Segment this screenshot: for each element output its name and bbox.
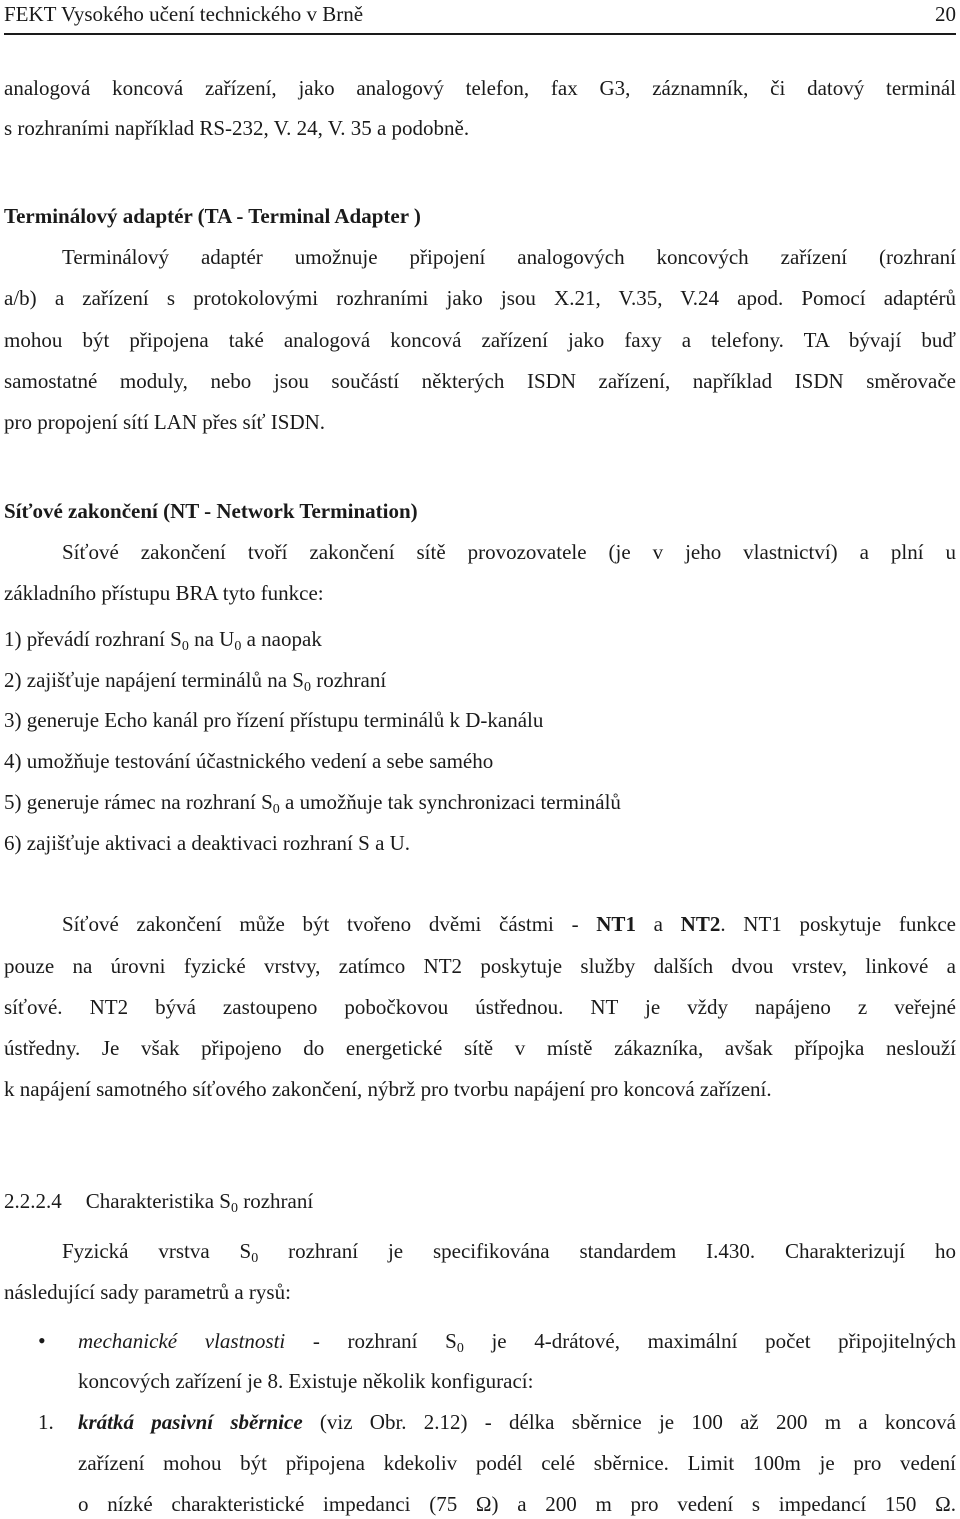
nt-function-6: 6) zajišťuje aktivaci a deaktivaci rozhraní S a U. bbox=[4, 831, 411, 855]
nt-function-1: 1) převádí rozhraní $S_0$ na $U_0$ a naopak bbox=[4, 627, 322, 654]
intro-line-2: s rozhraními například RS-232, V. 24, V. 35 a podobně. bbox=[4, 116, 470, 140]
nt-function-2: 2) zajišťuje napájení terminálů na $S_0$ rozhraní bbox=[4, 668, 387, 695]
ta-line-3: mohou být připojena také analogová koncová zařízení jako faxy a telefony. TA bývají buď bbox=[4, 328, 956, 352]
nt2-line-3: síťové. NT2 bývá zastoupeno pobočkovou ústřednou. NT je vždy napájeno z veřejné bbox=[4, 995, 956, 1019]
nt2-line-1: Síťové zakončení může být tvořeno dvěmi částmi - NT1 a NT2. NT1 poskytuje funkce bbox=[62, 912, 956, 936]
section-number: 2.2.2.4 bbox=[4, 1189, 62, 1213]
ta-line-1: Terminálový adaptér umožnuje připojení analogových koncových zařízení (rozhraní bbox=[62, 245, 956, 269]
list-item-line-1: krátká pasivní sběrnice (viz Obr. 2.12) - délka sběrnice je 100 až 200 m a koncová bbox=[78, 1410, 957, 1434]
intro-line-1: analogová koncová zařízení, jako analogový telefon, fax G3, záznamník, či datový terminál bbox=[4, 76, 956, 100]
nt-function-4: 4) umožňuje testování účastnického vedení a sebe samého bbox=[4, 749, 494, 773]
header-rule bbox=[4, 33, 956, 35]
section-line-2: následující sady parametrů a rysů: bbox=[4, 1280, 291, 1304]
ta-line-2: a/b) a zařízení s protokolovými rozhraními jako jsou X.21, V.35, V.24 apod. Pomocí adaptérů bbox=[4, 286, 956, 310]
list-number: 1. bbox=[38, 1410, 54, 1434]
nt2-line-4: ústředny. Je však připojeno do energetické sítě v místě zákazníka, avšak přípojka neslouží bbox=[4, 1036, 956, 1060]
page-header-title: FEKT Vysokého učení technického v Brně bbox=[4, 2, 364, 26]
list-item-line-3: o nízké charakteristické impedanci (75 Ω) a 200 m pro vedení s impedancí 150 Ω. bbox=[78, 1492, 956, 1516]
bullet-line-1: mechanické vlastnosti - rozhraní $S_0$ je 4-drátové, maximální počet připojitelných bbox=[78, 1329, 956, 1356]
nt2-line-5: k napájení samotného síťového zakončení, nýbrž pro tvorbu napájení pro koncová zařízení. bbox=[4, 1077, 772, 1101]
section-line-1: Fyzická vrstva $S_0$ rozhraní je specifikována standardem I.430. Charakterizují ho bbox=[62, 1239, 956, 1266]
nt-function-5: 5) generuje rámec na rozhraní $S_0$ a umožňuje tak synchronizaci terminálů bbox=[4, 790, 621, 817]
list-item-line-2: zařízení mohou být připojena kdekoliv podél celé sběrnice. Limit 100m je pro vedení bbox=[78, 1451, 956, 1475]
bullet-line-2: koncových zařízení je 8. Existuje několik konfigurací: bbox=[78, 1369, 534, 1393]
ta-heading: Terminálový adaptér (TA - Terminal Adapter ) bbox=[4, 204, 421, 228]
nt-function-3: 3) generuje Echo kanál pro řízení přístupu terminálů k D-kanálu bbox=[4, 708, 544, 732]
nt-line-1: Síťové zakončení tvoří zakončení sítě provozovatele (je v jeho vlastnictví) a plní u bbox=[62, 540, 956, 564]
section-heading: 2.2.2.4 Charakteristika $S_0$ rozhraní bbox=[4, 1189, 314, 1216]
nt-heading: Síťové zakončení (NT - Network Termination) bbox=[4, 499, 418, 523]
nt2-line-2: pouze na úrovni fyzické vrstvy, zatímco NT2 poskytuje služby dalších dvou vrstev, linkové a bbox=[4, 954, 956, 978]
page-number: 20 bbox=[935, 2, 956, 26]
nt-line-2: základního přístupu BRA tyto funkce: bbox=[4, 581, 324, 605]
ta-line-5: pro propojení sítí LAN přes síť ISDN. bbox=[4, 410, 326, 434]
ta-line-4: samostatné moduly, nebo jsou součástí některých ISDN zařízení, například ISDN směrovače bbox=[4, 369, 956, 393]
bullet-marker: • bbox=[38, 1328, 46, 1353]
